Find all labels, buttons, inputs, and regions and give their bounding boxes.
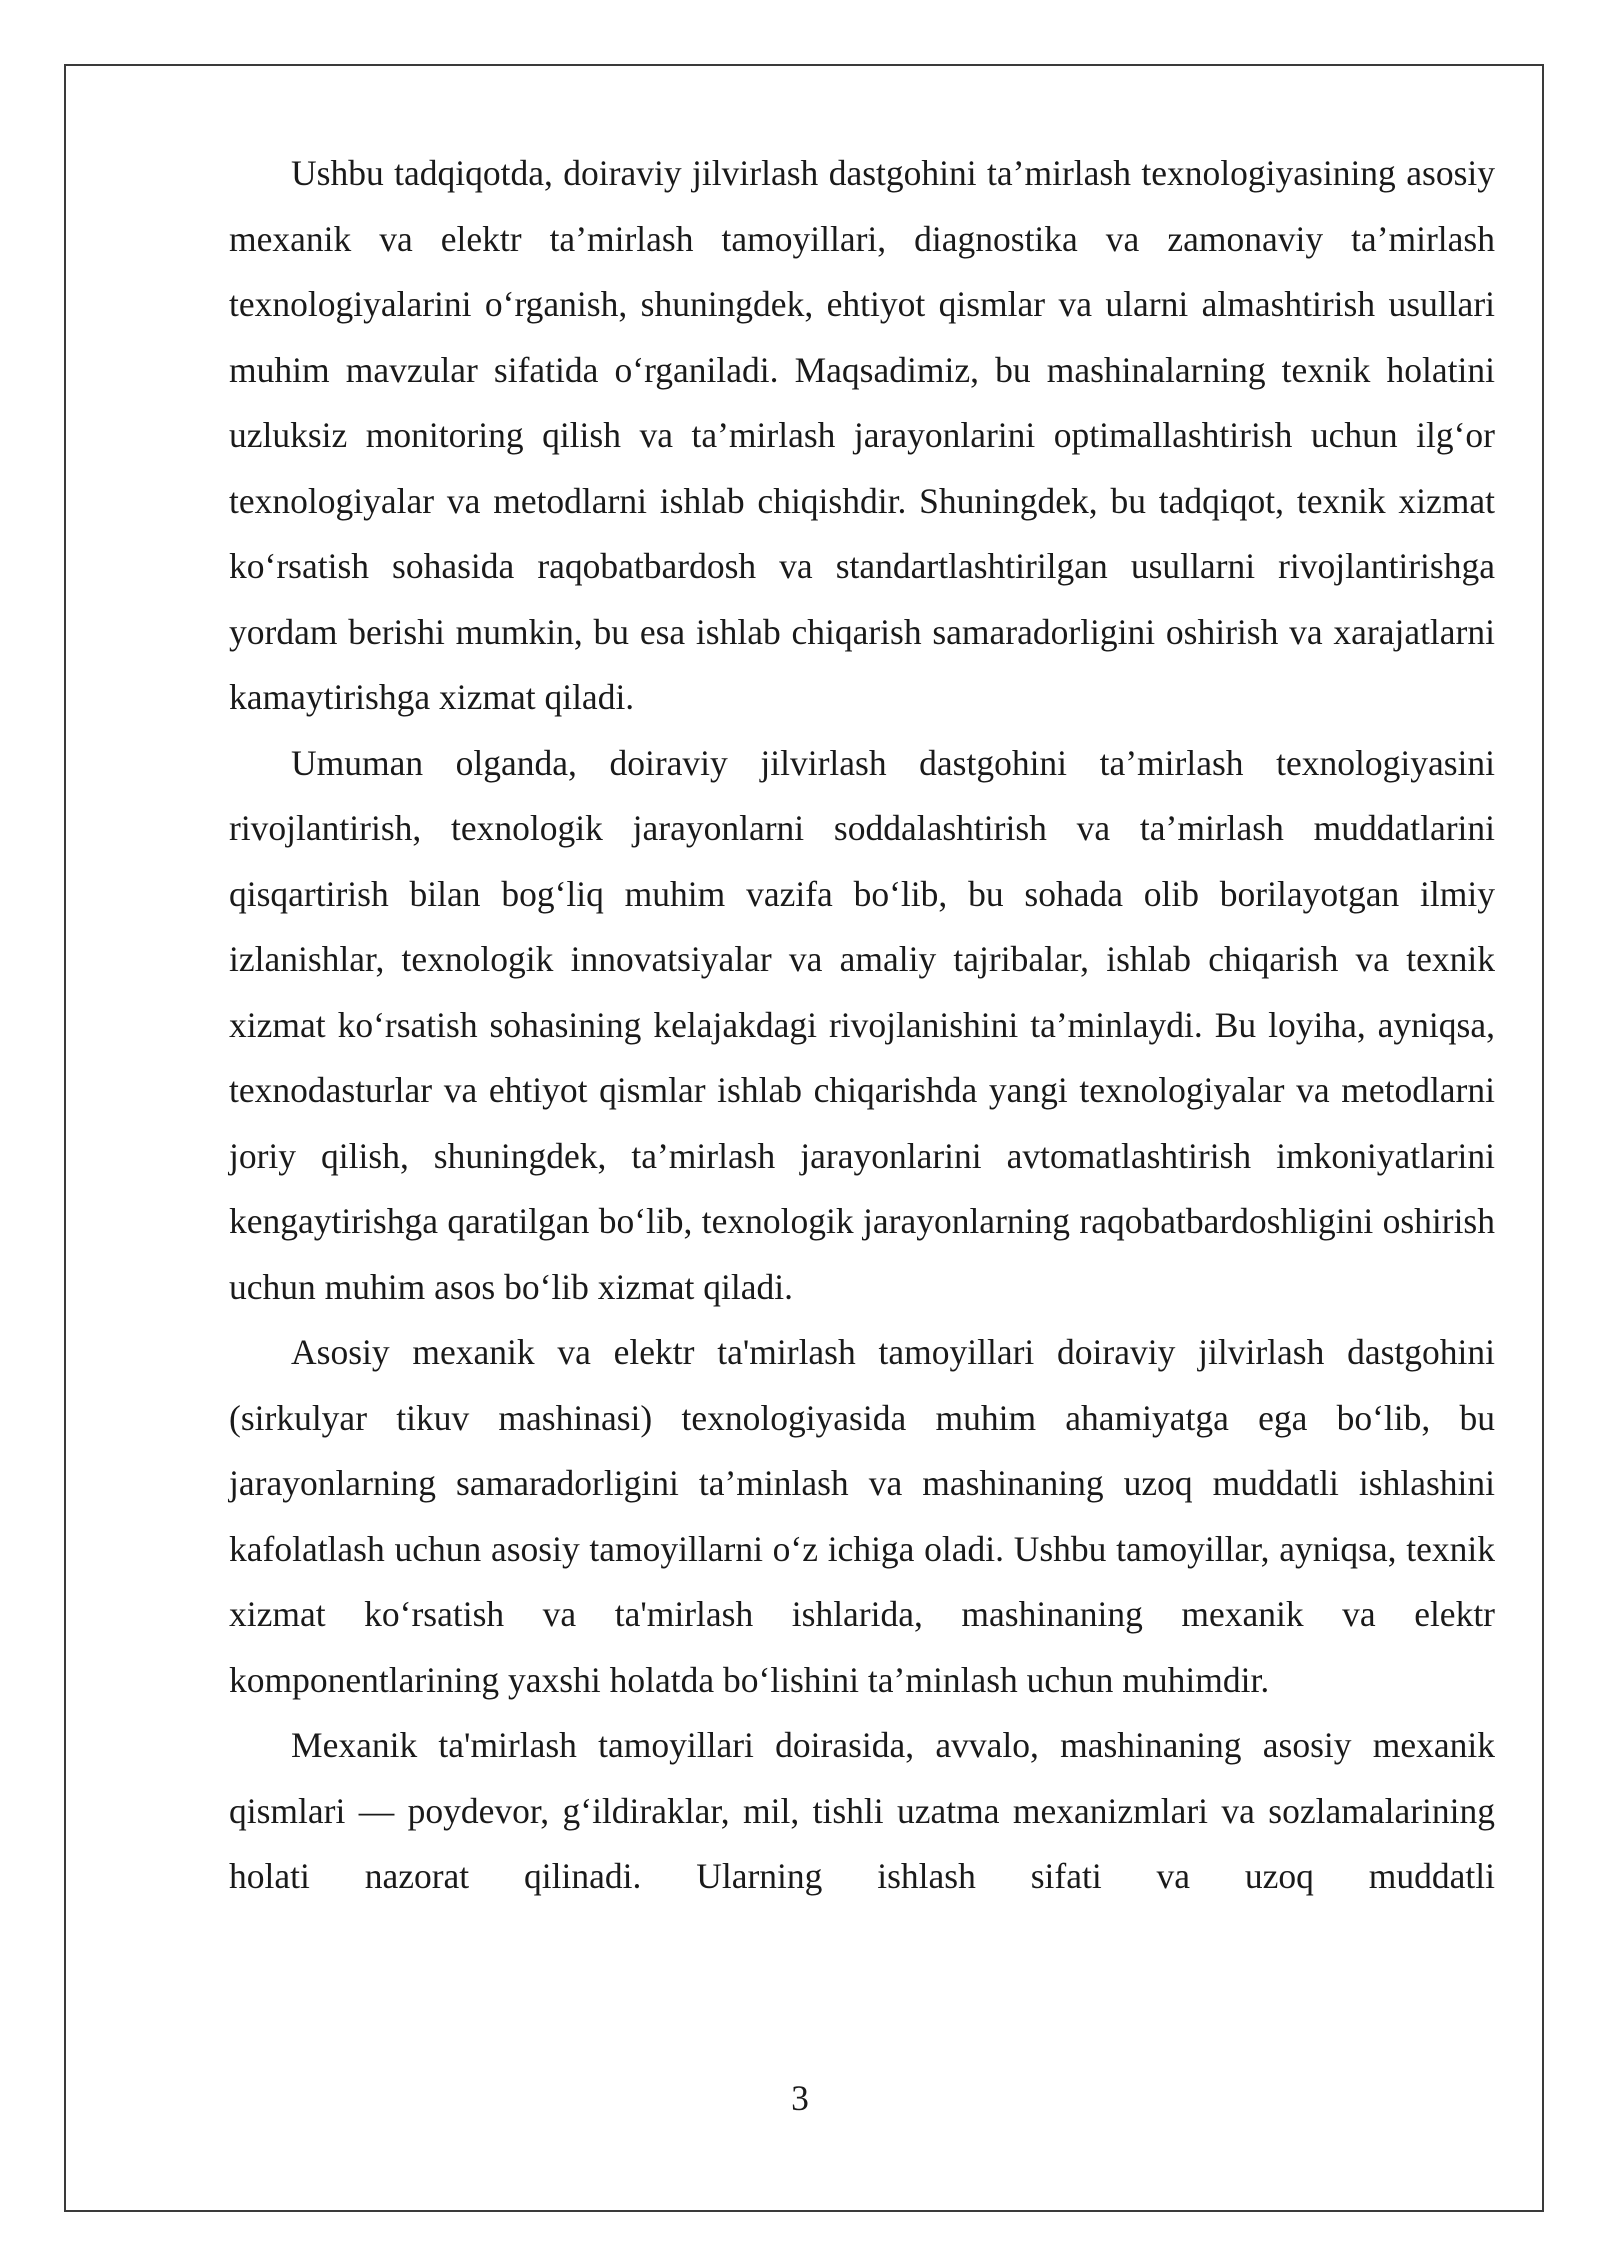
body-paragraph: Asosiy mexanik va elektr ta'mirlash tamoyillari doiraviy jilvirlash dastgohini (sirkulyar tikuv mashinasi) texnologiyasida muhim ahamiyatga ega bo‘lib, bu jarayonlarning samaradorligini ta’minlash va mashinaning uzoq muddatli ishlashini kafolatlash uchun asosiy tamoyillarni o‘z ichiga oladi. Ushbu tamoyillar, ayniqsa, texnik xizmat ko‘rsatish va ta'mirlash ishlarida, mashinaning mexanik va elektr komponentlarining yaxshi holatda bo‘lishini ta’minlash uchun muhimdir. (229, 1332, 1495, 1700)
body-paragraph: Mexanik ta'mirlash tamoyillari doirasida, avvalo, mashinaning asosiy mexanik qismlari — poydevor, g‘ildiraklar, mil, tishli uzatma mexanizmlari va sozlamalarining holati nazorat qilinadi. Ularning ishlash sifati va uzoq muddatli (229, 1725, 1495, 1896)
page-number: 3 (791, 2078, 809, 2118)
body-paragraph: Ushbu tadqiqotda, doiraviy jilvirlash dastgohini ta’mirlash texnologiyasining asosiy mexanik va elektr ta’mirlash tamoyillari, diagnostika va zamonaviy ta’mirlash texnologiyalarini o‘rganish, shuningdek, ehtiyot qismlar va ularni almashtirish usullari muhim mavzular sifatida o‘rganiladi. Maqsadimiz, bu mashinalarning texnik holatini uzluksiz monitoring qilish va ta’mirlash jarayonlarini optimallashtirish uchun ilg‘or texnologiyalar va metodlarni ishlab chiqishdir. Shuningdek, bu tadqiqot, texnik xizmat ko‘rsatish sohasida raqobatbardosh va standartlashtirilgan usullarni rivojlantirishga yordam berishi mumkin, bu esa ishlab chiqarish samaradorligini oshirish va xarajatlarni kamaytirishga xizmat qiladi. (229, 153, 1495, 717)
document-body (229, 141, 1495, 1910)
body-paragraph: Umuman olganda, doiraviy jilvirlash dastgohini ta’mirlash texnologiyasini rivojlantirish, texnologik jarayonlarni soddalashtirish va ta’mirlash muddatlarini qisqartirish bilan bog‘liq muhim vazifa bo‘lib, bu sohada olib borilayotgan ilmiy izlanishlar, texnologik innovatsiyalar va amaliy tajribalar, ishlab chiqarish va texnik xizmat ko‘rsatish sohasining kelajakdagi rivojlanishini ta’minlaydi. Bu loyiha, ayniqsa, texnodasturlar va ehtiyot qismlar ishlab chiqarishda yangi texnologiyalar va metodlarni joriy qilish, shuningdek, ta’mirlash jarayonlarini avtomatlashtirish imkoniyatlarini kengaytirishga qaratilgan bo‘lib, texnologik jarayonlarning raqobatbardoshligini oshirish uchun muhim asos bo‘lib xizmat qiladi. (229, 742, 1495, 1307)
